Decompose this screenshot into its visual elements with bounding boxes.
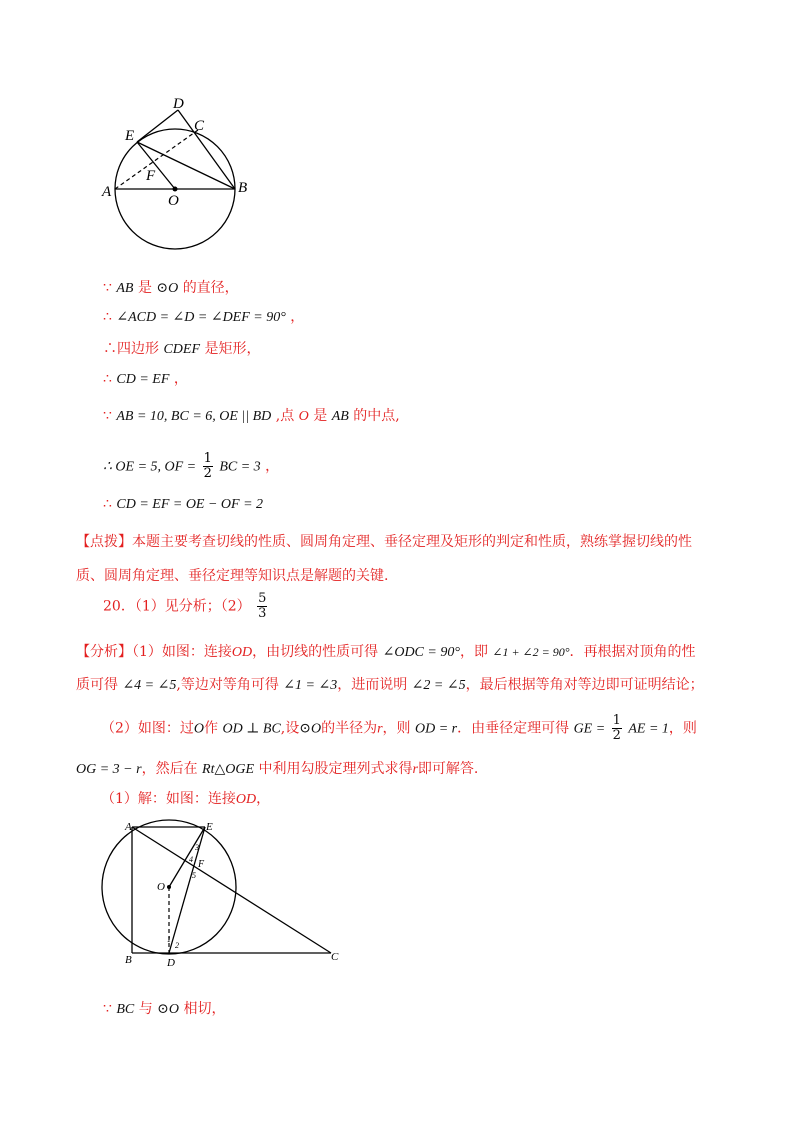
text: 是 — [313, 408, 328, 424]
text: ∴四边形 — [103, 341, 159, 357]
label-1: 1 — [167, 935, 171, 944]
label-2: 2 — [175, 941, 179, 950]
math-cdef: CDEF — [163, 342, 201, 357]
label-e: E — [206, 821, 213, 833]
proof-line-tangent: ∵ BC 与 ⊙O 相切， — [103, 1001, 226, 1017]
proof-line-6 — [103, 452, 279, 481]
math-oe-of: ∴ OE = 5, OF = — [103, 459, 197, 475]
text: 是 — [137, 280, 152, 296]
text: ,点 — [275, 408, 295, 424]
analysis-line-4: OG = 3 − r，然后在 Rt△OGE 中利用勾股定理列式求得r即可解答. — [76, 761, 479, 777]
math-angle-sum: ∠1 + ∠2 = 90° — [492, 645, 570, 659]
analysis-line-1: 【分析】（1）如图：连接OD，由切线的性质可得 ∠ODC = 90°，即 ∠1 + ∠2 = 90°．再根据对顶角的性 — [76, 644, 696, 660]
label-3: 3 — [195, 843, 199, 852]
text: 是矩形， — [204, 341, 261, 357]
therefore-symbol: ∴ — [103, 371, 112, 387]
text: 的中点, — [353, 408, 400, 424]
fraction-half-2: $\frac{1}{2}$ — [612, 713, 621, 743]
tip-line-1: 【点拨】本题主要考查切线的性质、圆周角定理、垂径定理及矩形的判定和性质，熟练掌握切线的性 — [76, 534, 692, 550]
therefore-symbol: ∴ — [103, 309, 112, 325]
proof-line-7 — [103, 496, 263, 513]
label-o: O — [157, 881, 165, 893]
math-result: CD = EF = OE − OF = 2 — [116, 497, 264, 512]
label-4: 4 — [189, 855, 193, 864]
proof-line-5 — [103, 405, 400, 425]
text: 的直径， — [182, 280, 239, 296]
question-20-answer — [103, 592, 269, 621]
proof-line-2 — [103, 306, 304, 326]
label-e: E — [125, 128, 135, 144]
fraction-half: $\frac{1}{2}$ — [203, 451, 212, 481]
solution-line-1: （1）解：如图：连接OD， — [101, 791, 271, 807]
proof-line-4 — [103, 368, 188, 388]
because-symbol: ∵ — [103, 408, 112, 424]
text: ， — [290, 309, 305, 325]
label-f: F — [198, 859, 205, 870]
math-given: AB = 10, BC = 6, OE || BD — [116, 409, 272, 424]
analysis-line-2: 质可得 ∠4 = ∠5,等边对等角可得 ∠1 = ∠3，进而说明 ∠2 = ∠5，最后根据等角对等边即可证明结论； — [76, 677, 704, 693]
label-f: F — [146, 168, 156, 184]
math-ab: AB — [331, 409, 349, 424]
label-a: A — [125, 821, 132, 833]
math-bc: BC = 3 — [219, 459, 261, 475]
analysis-line-3: （2）如图：过O作 OD ⊥ BC,设⊙O的半径为r，则 OD = r．由垂径定理可得 GE = $\frac{1}{2}$ AE = 1，则 — [101, 713, 697, 743]
label-b: B — [125, 954, 132, 966]
label-b: B — [238, 180, 248, 196]
label-5: 5 — [192, 871, 196, 880]
text: ， — [173, 371, 188, 387]
geometry-figure-1 — [90, 90, 270, 260]
label-c: C — [331, 951, 339, 963]
therefore-symbol: ∴ — [103, 496, 112, 512]
proof-line-3 — [103, 338, 260, 358]
label-a: A — [102, 184, 112, 200]
text: ， — [265, 458, 280, 475]
label-o: O — [168, 193, 179, 209]
label-c: C — [194, 118, 205, 134]
because-symbol: ∵ — [103, 280, 112, 296]
math-ab: AB — [116, 281, 134, 296]
text: 20．（1）见分析；（2） — [103, 598, 251, 615]
math-odc: ∠ODC = 90° — [382, 645, 460, 660]
tip-line-2: 质、圆周角定理、垂径定理等知识点是解题的关键. — [76, 568, 389, 584]
math-circle-o: ⊙O — [156, 281, 179, 296]
math-cd-ef: CD = EF — [116, 372, 170, 387]
geometry-figure-2 — [95, 816, 355, 972]
label-d: D — [167, 957, 175, 969]
proof-line-1 — [103, 277, 239, 297]
label-d: D — [173, 96, 184, 112]
fraction-five-thirds: $\frac{5}{3}$ — [258, 591, 267, 621]
math-o: O — [298, 409, 309, 424]
math-angles: ∠ACD = ∠D = ∠DEF = 90° — [116, 310, 286, 325]
